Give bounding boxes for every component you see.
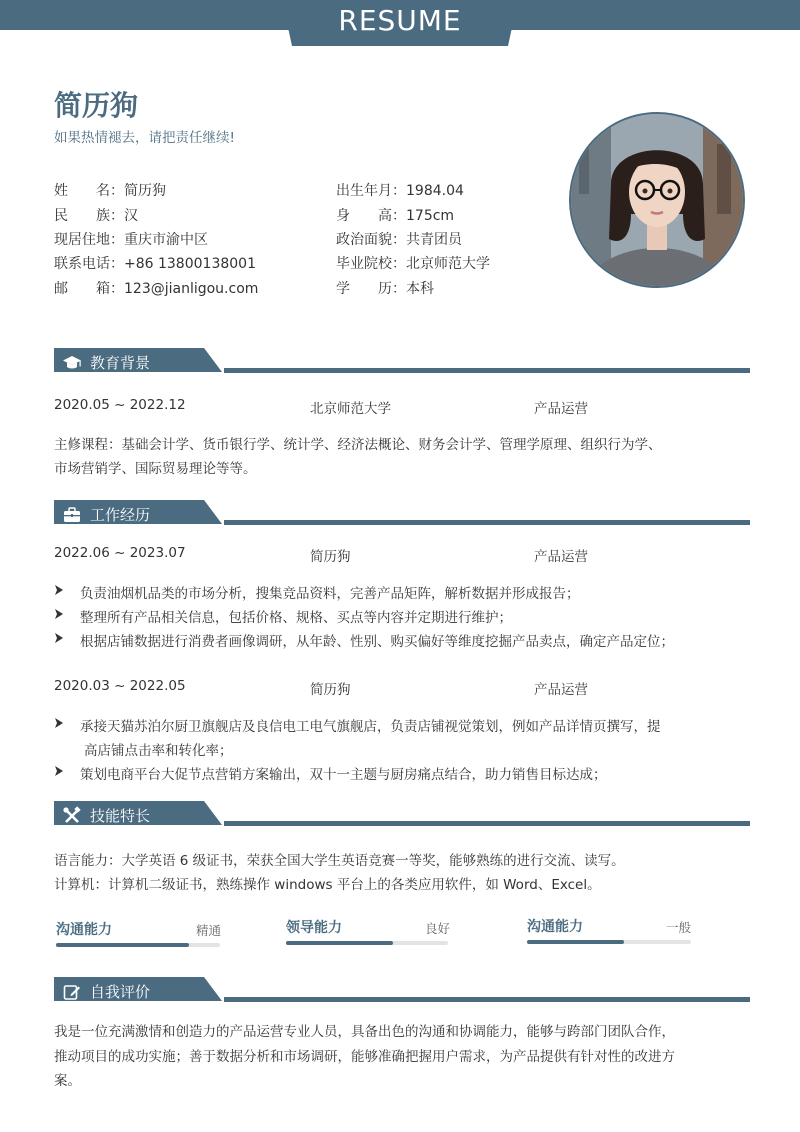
info-value: 简历狗 bbox=[124, 183, 166, 199]
skill-bar-track bbox=[286, 941, 448, 945]
section-title: 教育背景 bbox=[90, 354, 151, 372]
bullet-text: 策划电商平台大促节点营销方案输出，双十一主题与厨房痛点结合，助力销售目标达成； bbox=[80, 767, 607, 783]
section-header-education bbox=[54, 348, 750, 378]
skill-computer: 计算机：计算机二级证书，熟练操作 windows 平台上的各类应用软件，如 Word、Excel。 bbox=[54, 877, 601, 893]
motto: 如果热情褪去，请把责任继续! bbox=[54, 130, 235, 146]
section-title: 工作经历 bbox=[90, 506, 151, 524]
skill-bar-level: 良好 bbox=[425, 921, 451, 936]
arrow-bullet-icon bbox=[54, 632, 64, 644]
info-value: 重庆市渝中区 bbox=[124, 232, 208, 248]
edu-date: 2020.05 ~ 2022.12 bbox=[54, 397, 186, 413]
info-school bbox=[336, 253, 490, 273]
info-value: 1984.04 bbox=[406, 183, 464, 199]
info-value: 123@jianligou.com bbox=[124, 281, 259, 297]
arrow-bullet-icon bbox=[54, 717, 64, 729]
info-value: 共青团员 bbox=[406, 232, 462, 248]
info-political bbox=[336, 229, 462, 249]
skill-bar-name: 沟通能力 bbox=[527, 919, 583, 935]
info-ethnicity bbox=[54, 205, 138, 225]
edu-courses-line: 主修课程：基础会计学、货币银行学、统计学、经济法概论、财务会计学、管理学原理、组织行为学、 bbox=[54, 437, 662, 453]
bullet-text-continued: 高店铺点击率和转化率； bbox=[84, 743, 233, 759]
info-phone bbox=[54, 253, 256, 273]
skill-bar-level: 精通 bbox=[196, 923, 222, 938]
job-company: 简历狗 bbox=[310, 682, 351, 698]
skill-bar-name: 沟通能力 bbox=[56, 922, 112, 938]
info-label: 邮 箱： bbox=[54, 281, 124, 297]
section-header-work bbox=[54, 500, 750, 530]
info-label: 身 高： bbox=[336, 208, 406, 224]
info-label: 现居住地： bbox=[54, 232, 124, 248]
self-eval-line: 案。 bbox=[54, 1073, 81, 1089]
job-company: 简历狗 bbox=[310, 549, 351, 565]
skill-bar-fill bbox=[286, 941, 393, 945]
skill-bar-fill bbox=[527, 940, 624, 944]
skill-bar-track bbox=[527, 940, 691, 944]
info-degree bbox=[336, 278, 434, 298]
info-value: +86 13800138001 bbox=[124, 256, 256, 272]
info-value: 汉 bbox=[124, 208, 138, 224]
job-date: 2022.06 ~ 2023.07 bbox=[54, 545, 186, 561]
skill-language: 语言能力：大学英语 6 级证书，荣获全国大学生英语竞赛一等奖，能够熟练的进行交流、读写。 bbox=[54, 853, 625, 869]
job-date: 2020.03 ~ 2022.05 bbox=[54, 678, 186, 694]
job-role: 产品运营 bbox=[534, 549, 588, 565]
briefcase-icon bbox=[62, 505, 82, 525]
info-name bbox=[54, 180, 166, 200]
candidate-name: 简历狗 bbox=[54, 89, 139, 122]
portrait-illustration bbox=[571, 114, 743, 286]
self-eval-line: 我是一位充满激情和创造力的产品运营专业人员，具备出色的沟通和协调能力，能够与跨部门团队合作， bbox=[54, 1024, 675, 1040]
profile-photo bbox=[569, 112, 745, 288]
arrow-bullet-icon bbox=[54, 608, 64, 620]
resume-title: RESUME bbox=[338, 4, 462, 37]
tools-icon bbox=[62, 806, 82, 826]
arrow-bullet-icon bbox=[54, 765, 64, 777]
section-title: 自我评价 bbox=[90, 983, 151, 1001]
info-value: 北京师范大学 bbox=[406, 256, 490, 272]
skill-bar-track bbox=[56, 943, 220, 947]
info-height bbox=[336, 205, 454, 225]
section-header-skills bbox=[54, 801, 750, 831]
edu-courses-line: 市场营销学、国际贸易理论等等。 bbox=[54, 461, 257, 477]
info-label: 联系电话： bbox=[54, 256, 124, 272]
info-value: 175cm bbox=[406, 208, 455, 224]
info-residence bbox=[54, 229, 208, 249]
edu-major: 产品运营 bbox=[534, 401, 588, 417]
skill-bar-level: 一般 bbox=[666, 920, 692, 935]
bullet-text: 整理所有产品相关信息，包括价格、规格、买点等内容并定期进行维护； bbox=[80, 610, 512, 626]
info-label: 毕业院校： bbox=[336, 256, 406, 272]
graduation-cap-icon bbox=[62, 353, 82, 373]
bullet-text: 根据店铺数据进行消费者画像调研，从年龄、性别、购买偏好等维度挖掘产品卖点，确定产品定位； bbox=[80, 634, 674, 650]
info-label: 政治面貌： bbox=[336, 232, 406, 248]
arrow-bullet-icon bbox=[54, 584, 64, 596]
info-birth bbox=[336, 180, 464, 200]
info-email bbox=[54, 278, 258, 298]
info-label: 学 历： bbox=[336, 281, 406, 297]
bullet-text: 负责油烟机品类的市场分析，搜集竞品资料，完善产品矩阵，解析数据并形成报告； bbox=[80, 586, 580, 602]
info-label: 姓 名： bbox=[54, 183, 124, 199]
edit-icon bbox=[62, 982, 82, 1002]
section-title: 技能特长 bbox=[90, 807, 151, 825]
info-label: 出生年月： bbox=[336, 183, 406, 199]
info-label: 民 族： bbox=[54, 208, 124, 224]
bullet-text: 承接天猫苏泊尔厨卫旗舰店及良信电工电气旗舰店，负责店铺视觉策划，例如产品详情页撰写，提 bbox=[80, 719, 661, 735]
self-eval-line: 推动项目的成功实施；善于数据分析和市场调研，能够准确把握用户需求，为产品提供有针对性的改进方 bbox=[54, 1049, 675, 1065]
skill-bar-name: 领导能力 bbox=[286, 920, 342, 936]
edu-school: 北京师范大学 bbox=[310, 401, 391, 417]
section-header-self bbox=[54, 977, 750, 1007]
skill-bar-fill bbox=[56, 943, 189, 947]
job-role: 产品运营 bbox=[534, 682, 588, 698]
info-value: 本科 bbox=[406, 281, 434, 297]
